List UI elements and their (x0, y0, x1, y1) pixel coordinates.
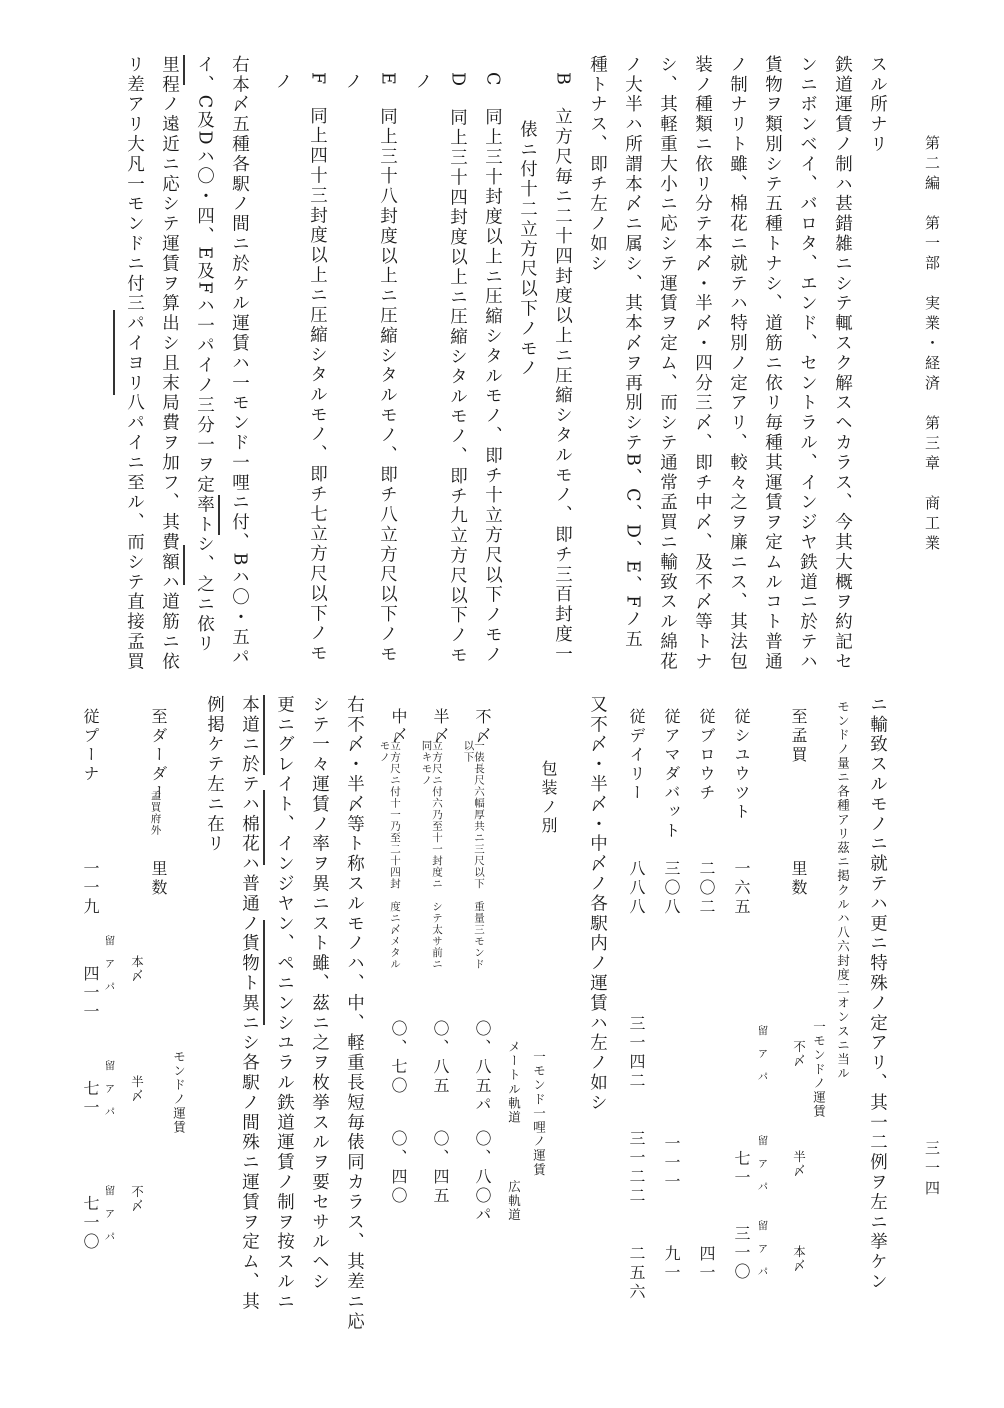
text-line: 貨物ヲ類別シテ五種トナシ、道筋ニ依リ毎種其運賃ヲ定ムルコト普通 (762, 55, 783, 672)
table2-cell: 〇、四五 (431, 1130, 450, 1206)
table3-head-from: 至ダーダー (149, 708, 168, 803)
table1-head-dist: 里数 (789, 860, 808, 898)
table3-unit: 留 ア パ (103, 1060, 116, 1118)
text-line: ノ (342, 72, 363, 92)
table1-unit: 留 ア パ (756, 1135, 769, 1193)
table2-cell: 〇、八五 (431, 1020, 450, 1096)
text-line: 右本〆五種各駅ノ間ニ於ケル運賃ハ一モンド一哩ニ付、Bハ〇・五パ (229, 55, 250, 668)
text-line: スル所ナリ (867, 55, 888, 155)
table1-head-from: 至孟買 (789, 708, 808, 765)
table2-caption: 一モンド一哩ノ運賃 (531, 1050, 547, 1177)
table3-dist: 一一九 (81, 860, 100, 917)
table2-cell: 〇、七〇 (389, 1020, 408, 1096)
side-rule (263, 920, 265, 1025)
text-line: 本道ニ於テハ棉花ハ普通ノ貨物ト異ニシ各駅ノ間殊ニ運賃ヲ定ム、其 (239, 695, 260, 1312)
text-line: ノ大半ハ所謂本〆ニ属シ、其本〆ヲ再別シテB、C、D、E、Fノ五 (622, 55, 643, 650)
table3-head-note: 孟買府外 (149, 790, 162, 836)
table2-note: 立方尺ニ付十一乃至二十四封 度ニ〆メタルモノ (378, 740, 401, 970)
table1-station: 従ブロウチ (697, 708, 716, 803)
table2-cell: 〇、八五パ (473, 1020, 492, 1115)
table3-colhead: 半〆 (129, 1075, 145, 1104)
text-line: ノ (412, 72, 433, 92)
side-rule (113, 310, 115, 395)
text-line: 俵ニ付十二立方尺以下ノモノ (517, 120, 538, 379)
text-line: ノ制ナリト雖、棉花ニ就テハ特別ノ定アリ、較々之ヲ廉ニス、其法包 (727, 55, 748, 672)
table1-dist: 三〇八 (662, 860, 681, 917)
table2-title: 包装ノ別 (539, 760, 558, 836)
text-line: 例掲ケテ左ニ在リ (204, 695, 225, 855)
table2-label: 不〆 (473, 708, 492, 746)
table1-unit: 留 ア パ (756, 1220, 769, 1278)
table1-station: 従シユウツト (732, 708, 751, 822)
table3-cell: 七一〇 (81, 1195, 100, 1252)
table2-cell: 〇、八〇パ (473, 1130, 492, 1225)
table1-station: 従アマダバット (662, 708, 681, 841)
text-line: F 同上四十三封度以上ニ圧縮シタルモノ、即チ七立方尺以下ノモ (307, 72, 328, 664)
table2-label: 半〆 (431, 708, 450, 746)
table1-cell: 一一一 (662, 1135, 681, 1192)
side-rule (263, 695, 265, 775)
table2-note: 一俵長尺六幅厚共ニ三尺以下 重量三モンド以下 (462, 740, 485, 970)
table1-cell: 二五六 (627, 1245, 646, 1302)
table1-cell: 九一 (662, 1245, 681, 1283)
text-line: B 立方尺毎ニ二十四封度以上ニ圧縮シタルモノ、即チ三百封度一 (552, 72, 573, 665)
table1-cell: 三一四二 (627, 1015, 646, 1091)
table1-cell: 三一〇 (732, 1225, 751, 1282)
table2-col-meter: メートル軌道 (506, 1040, 522, 1125)
table3-cell: 四一一 (81, 965, 100, 1022)
text-line: イ、C及Dハ〇・四、E及Fハ一パイノ三分一ヲ定率トシ、之ニ依リ (194, 55, 215, 655)
table2-label: 中〆 (389, 708, 408, 746)
table3-unit: 留 ア パ (103, 935, 116, 993)
text-line: ニ輸致スルモノニ就テハ更ニ特殊ノ定アリ、其一二例ヲ左ニ挙ケン (867, 695, 888, 1292)
table3-station: 従プーナ (81, 708, 100, 784)
table3-caption: モンドノ運賃 (171, 1050, 187, 1135)
table3-unit: 留 ア パ (103, 1185, 116, 1243)
table2-note: 立方尺ニ付六乃至十一封度ニ シテ太サ前ニ同キモノ (420, 740, 443, 970)
text-line: 鉄道運賃ノ制ハ甚錯雑ニシテ輒スク解スヘカラス、今其大概ヲ約記セ (832, 55, 853, 672)
text-line: ノ (272, 72, 293, 92)
side-rule (183, 55, 185, 85)
side-rule (218, 495, 220, 535)
table3-cell: 七一 (81, 1080, 100, 1118)
text-line: ンニボンベイ、バロタ、エンド、セントラル、インジヤ鉄道ニ於テハ (797, 55, 818, 672)
table3-head-dist: 里数 (149, 860, 168, 898)
table2-col-broad: 広軌道 (506, 1180, 522, 1223)
table1-cell: 三一二二 (627, 1130, 646, 1206)
text-line: 更ニグレイト、インジヤン、ペニンシユラル鉄道運賃ノ制ヲ按スルニ (274, 695, 295, 1312)
table1-cell: 七一 (732, 1150, 751, 1188)
text-line: 右不〆・半〆等ト称スルモノハ、中、軽重長短毎俵同カラス、其差ニ応 (344, 695, 365, 1332)
table1-station: 従デイリー (627, 708, 646, 803)
text-line: 種トナス、即チ左ノ如シ (587, 55, 608, 274)
text-line: 里程ノ遠近ニ応シテ運賃ヲ算出シ且末局費ヲ加フ、其費額ハ道筋ニ依 (159, 55, 180, 672)
table1-colhead: 不〆 (791, 1040, 807, 1069)
text-line: D 同上三十四封度以上ニ圧縮シタルモノ、即チ九立方尺以下ノモ (447, 72, 468, 666)
table1-caption: 一モンドノ運賃 (811, 1020, 827, 1119)
text-line: 装ノ種類ニ依リ分テ本〆・半〆・四分三〆、即チ中〆、及不〆等トナ (692, 55, 713, 672)
table1-dist: 一六五 (732, 860, 751, 917)
table1-colhead: 本〆 (791, 1245, 807, 1274)
side-rule (183, 545, 185, 585)
table3-colhead: 不〆 (129, 1185, 145, 1214)
text-line: シ、其軽重大小ニ応シテ運賃ヲ定ム、而シテ通常孟買ニ輸致スル綿花 (657, 55, 678, 672)
table1-dist: 二〇二 (697, 860, 716, 917)
table3-colhead: 本〆 (129, 955, 145, 984)
text-line: C 同上三十封度以上ニ圧縮シタルモノ、即チ十立方尺以下ノモノ (482, 72, 503, 665)
table1-dist: 八八八 (627, 860, 646, 917)
text-line: リ差アリ大凡一モンドニ付三パイヨリ八パイニ至ル、而シテ直接孟買 (124, 55, 145, 672)
table1-colhead: 半〆 (791, 1150, 807, 1179)
note-line: モンドノ量ニ各種アリ茲ニ掲クルハ八六封度二オンスニ当ル (835, 700, 851, 1081)
running-head: 第二編 第一部 実業・経済 第三章 商工業 (923, 135, 941, 555)
table1-unit: 留 ア パ (756, 1025, 769, 1083)
text-line: 又不〆・半〆・中〆ノ各駅内ノ運賃ハ左ノ如シ (587, 695, 608, 1113)
text-line: E 同上三十八封度以上ニ圧縮シタルモノ、即チ八立方尺以下ノモ (377, 72, 398, 665)
text-line: シテ一々運賃ノ率ヲ異ニスト雖、茲ニ之ヲ枚挙スルヲ要セサルヘシ (309, 695, 330, 1292)
page-number: 三一四 (923, 1140, 941, 1200)
table2-cell: 〇、四〇 (389, 1130, 408, 1206)
side-rule (263, 790, 265, 865)
table1-cell: 四一 (697, 1245, 716, 1283)
